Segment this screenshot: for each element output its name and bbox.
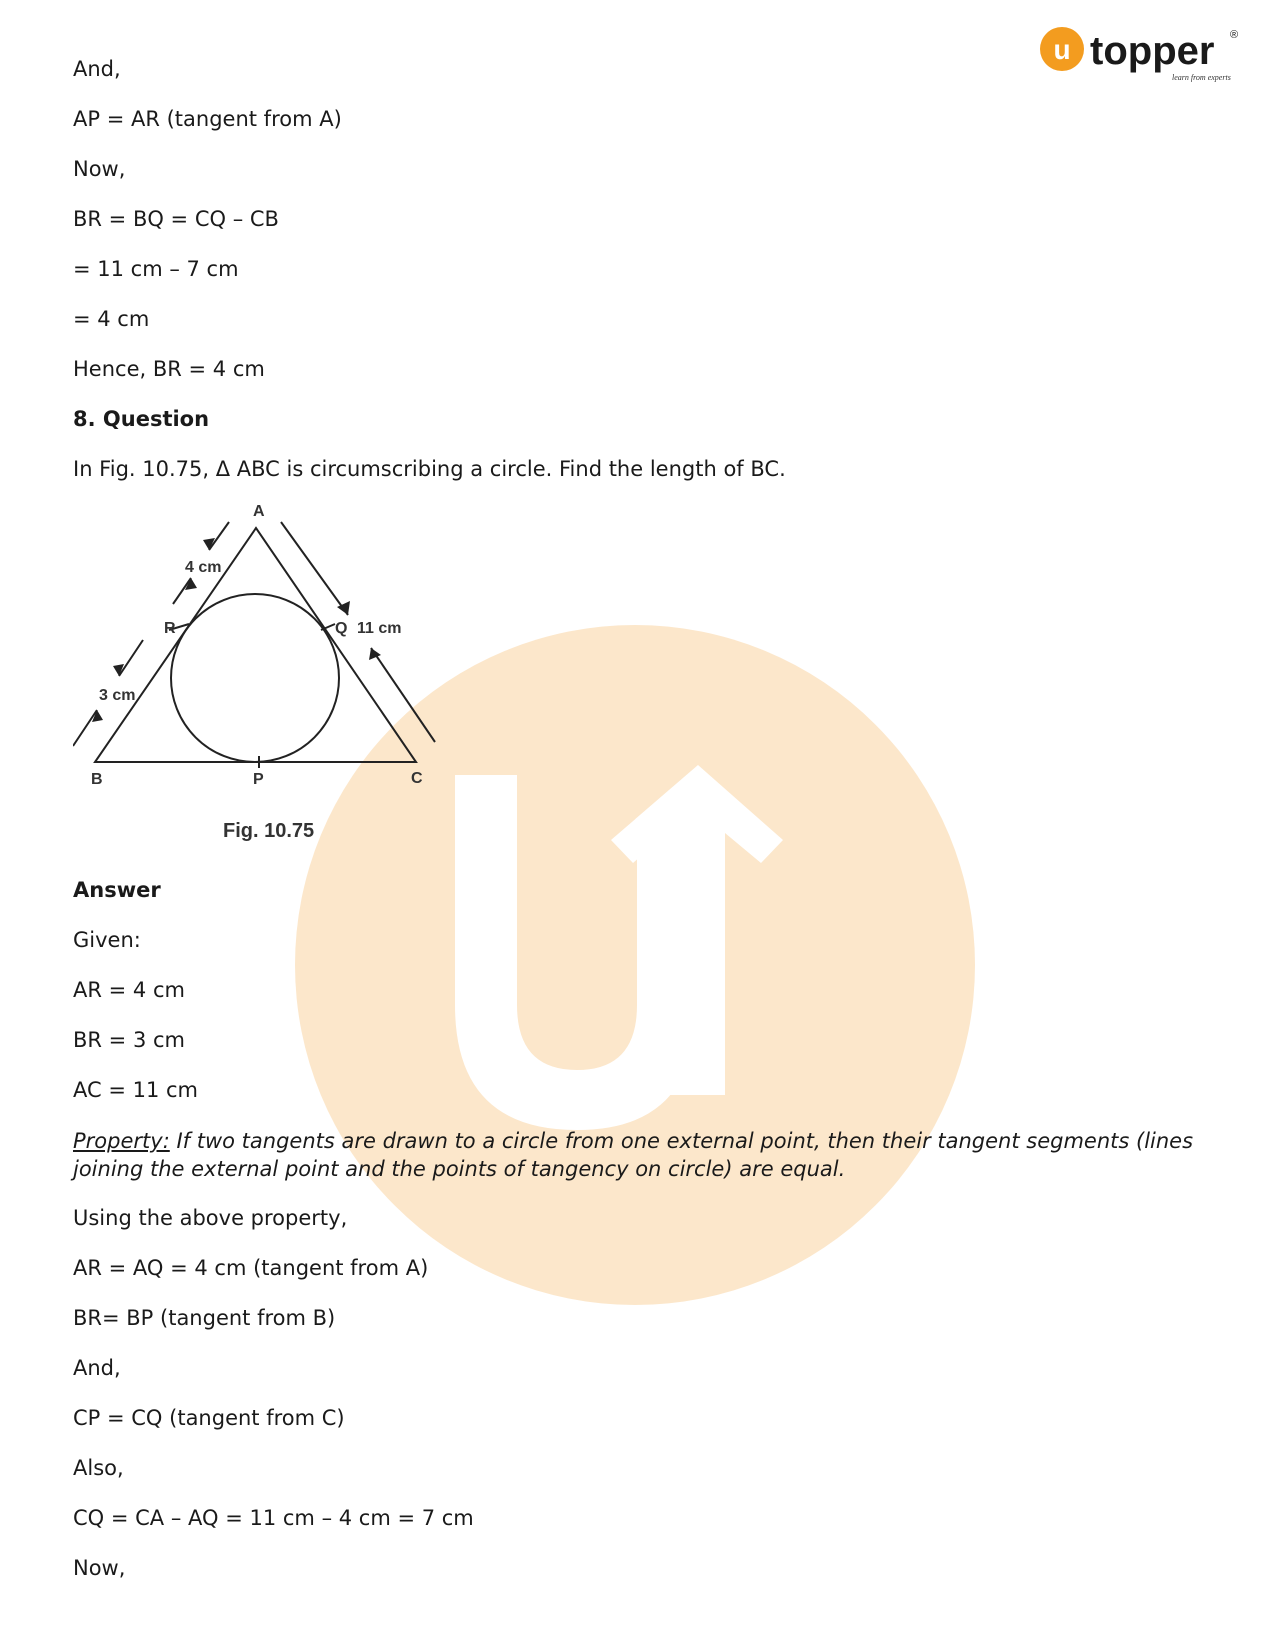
incircle (171, 594, 339, 762)
logo-brand-text: topper (1090, 29, 1215, 73)
point-label-r: R (164, 620, 176, 637)
text-line: Using the above property, (73, 1206, 348, 1230)
figure-caption: Fig. 10.75 (223, 820, 315, 842)
text-line: Now, (73, 157, 126, 181)
length-label-br: 3 cm (99, 687, 136, 704)
text-line: = 11 cm – 7 cm (73, 257, 239, 281)
question-text: In Fig. 10.75, Δ ABC is circumscribing a circle. Find the length of BC. (73, 457, 786, 481)
utopper-logo (1040, 22, 1245, 92)
page-content (73, 56, 1213, 1605)
dimension-line-ar-upper (209, 522, 229, 550)
text-line: Now, (73, 1556, 126, 1580)
point-label-p: P (253, 771, 264, 788)
text-line: And, (73, 1356, 121, 1380)
vertex-label-a: A (253, 503, 265, 520)
dimension-line-br-lower (73, 710, 97, 746)
logo-tagline: learn from experts (1172, 73, 1231, 82)
vertex-label-c: C (411, 770, 423, 787)
text-line: Hence, BR = 4 cm (73, 357, 265, 381)
figure-10-75 (73, 500, 473, 855)
answer-heading: Answer (73, 878, 161, 902)
dimension-line-ar-lower (173, 578, 191, 604)
dimension-line-ac-lower (371, 648, 435, 742)
triangle-circle-diagram (73, 500, 473, 855)
text-line: BR = 3 cm (73, 1028, 185, 1052)
logo-icon-letter: u (1053, 34, 1071, 65)
vertex-label-b: B (91, 771, 103, 788)
text-line: Also, (73, 1456, 124, 1480)
text-line: = 4 cm (73, 307, 150, 331)
text-line: AR = AQ = 4 cm (tangent from A) (73, 1256, 429, 1280)
question-heading: 8. Question (73, 407, 210, 431)
triangle-abc (95, 528, 416, 762)
text-line: BR= BP (tangent from B) (73, 1306, 336, 1330)
text-line: BR = BQ = CQ – CB (73, 207, 279, 231)
text-line: And, (73, 57, 121, 81)
text-line: CP = CQ (tangent from C) (73, 1406, 345, 1430)
length-label-ar: 4 cm (185, 559, 222, 576)
text-line: AP = AR (tangent from A) (73, 107, 342, 131)
text-line: Given: (73, 928, 141, 952)
length-label-ac: 11 cm (357, 620, 402, 637)
property-text: If two tangents are drawn to a circle from one external point, then their tangent segments (lines joining the external point and the points of tangency on circle) are equal. (73, 1129, 1194, 1181)
text-line: CQ = CA – AQ = 11 cm – 4 cm = 7 cm (73, 1506, 474, 1530)
property-label: Property: (73, 1129, 170, 1153)
text-line: AC = 11 cm (73, 1078, 199, 1102)
text-line: AR = 4 cm (73, 978, 185, 1002)
arrowhead-icon (369, 648, 381, 660)
point-label-q: Q (335, 620, 348, 637)
property-statement (73, 1127, 1213, 1183)
logo-registered-mark: ® (1230, 29, 1239, 41)
dimension-line-br-upper (119, 640, 143, 676)
